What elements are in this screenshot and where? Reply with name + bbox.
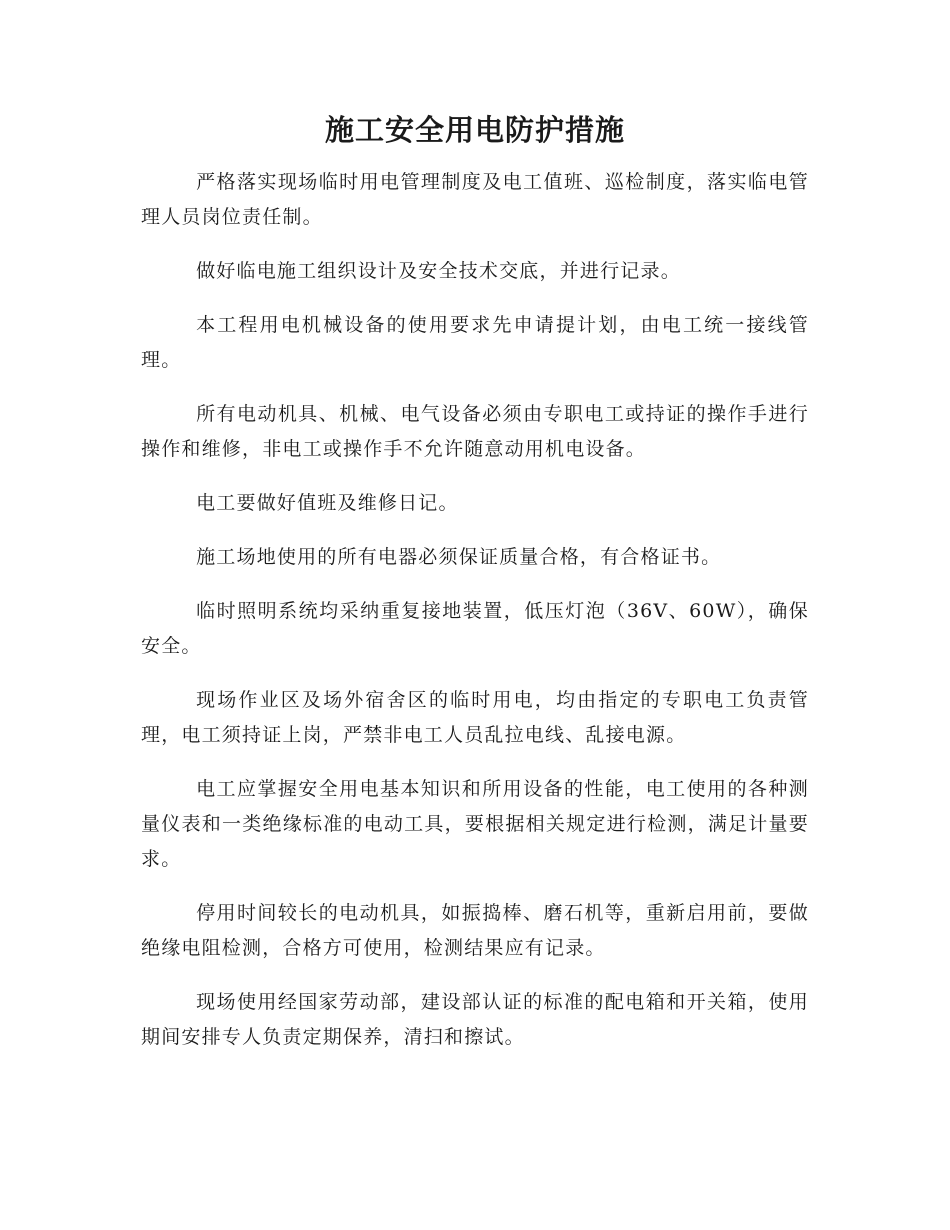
paragraph-10: 停用时间较长的电动机具，如振捣棒、磨石机等，重新启用前，要做绝缘电阻检测，合格方可使用，检测结果应有记录。 [141, 902, 809, 959]
paragraph-6: 施工场地使用的所有电器必须保证质量合格，有合格证书。 [196, 546, 722, 568]
paragraph-11: 现场使用经国家劳动部，建设部认证的标准的配电箱和开关箱，使用期间安排专人负责定期保养，清扫和擦试。 [141, 991, 809, 1048]
paragraph-4: 所有电动机具、机械、电气设备必须由专职电工或持证的操作手进行操作和维修，非电工或操作手不允许随意动用机电设备。 [141, 403, 809, 460]
paragraph-7: 临时照明系统均采纳重复接地装置，低压灯泡（36V、60W），确保安全。 [141, 600, 809, 657]
document-title: 施工安全用电防护措施 [324, 113, 625, 147]
document-body [141, 165, 809, 1074]
paragraph-3: 本工程用电机械设备的使用要求先申请提计划，由电工统一接线管理。 [141, 314, 809, 371]
paragraph-5: 电工要做好值班及维修日记。 [196, 492, 459, 514]
paragraph-2: 做好临电施工组织设计及安全技术交底，并进行记录。 [196, 260, 681, 282]
paragraph-8: 现场作业区及场外宿舍区的临时用电，均由指定的专职电工负责管理，电工须持证上岗，严禁非电工人员乱拉电线、乱接电源。 [141, 689, 809, 746]
paragraph-1: 严格落实现场临时用电管理制度及电工值班、巡检制度，落实临电管理人员岗位责任制。 [141, 171, 809, 228]
paragraph-9: 电工应掌握安全用电基本知识和所用设备的性能，电工使用的各种测量仪表和一类绝缘标准的电动工具，要根据相关规定进行检测，满足计量要求。 [141, 778, 809, 870]
